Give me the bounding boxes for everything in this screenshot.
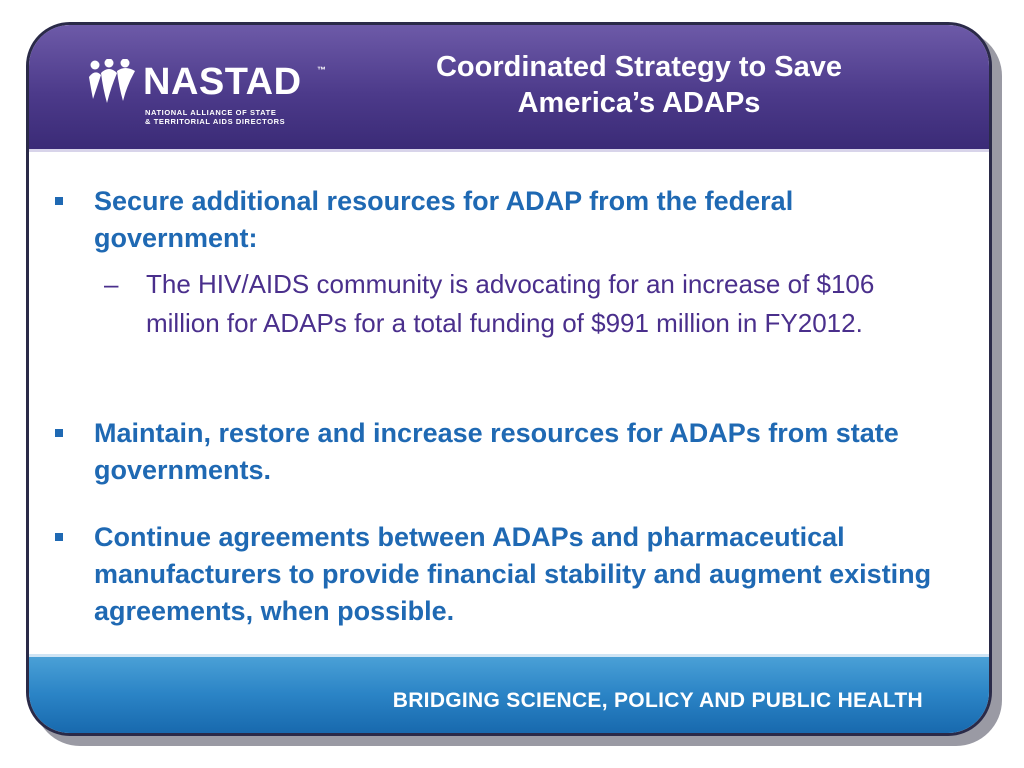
bullet-text: Maintain, restore and increase resources for ADAPs from state governments. [94,418,899,485]
slide-footer [29,657,989,736]
slide-title [379,49,899,121]
logo-wordmark: NASTAD [143,61,302,103]
logo-subtitle-line2: & TERRITORIAL AIDS DIRECTORS [145,117,286,126]
bullet-item [55,183,935,257]
bullet-text: Continue agreements between ADAPs and pharmaceutical manufacturers to provide financial stability and augment existing agreements, when possible. [94,522,932,626]
slide-title-line2: America’s ADAPs [517,87,761,119]
square-bullet-icon [55,533,63,541]
people-figures-icon [87,59,141,105]
logo-subtitle [145,108,345,126]
square-bullet-icon [55,429,63,437]
square-bullet-icon [55,197,63,205]
slide-frame [26,22,992,736]
dash-bullet: – [104,269,119,299]
bullet-text: Secure additional resources for ADAP from the federal government: [94,186,794,253]
slide-header [29,25,989,151]
bullet-item [55,519,935,630]
sub-bullet-item [104,265,954,343]
slide-title-line1: Coordinated Strategy to Save [435,51,843,83]
footer-tagline: BRIDGING SCIENCE, POLICY AND PUBLIC HEALTH [392,689,923,712]
nastad-logo [87,55,347,127]
logo-subtitle-line1: NATIONAL ALLIANCE OF STATE [145,108,277,117]
logo-trademark: ™ [317,65,326,75]
sub-bullet-text: The HIV/AIDS community is advocating for an increase of $106 million for ADAPs for a total funding of $991 million in FY2012. [146,269,875,338]
bullet-item [55,415,935,489]
header-divider [29,149,989,152]
